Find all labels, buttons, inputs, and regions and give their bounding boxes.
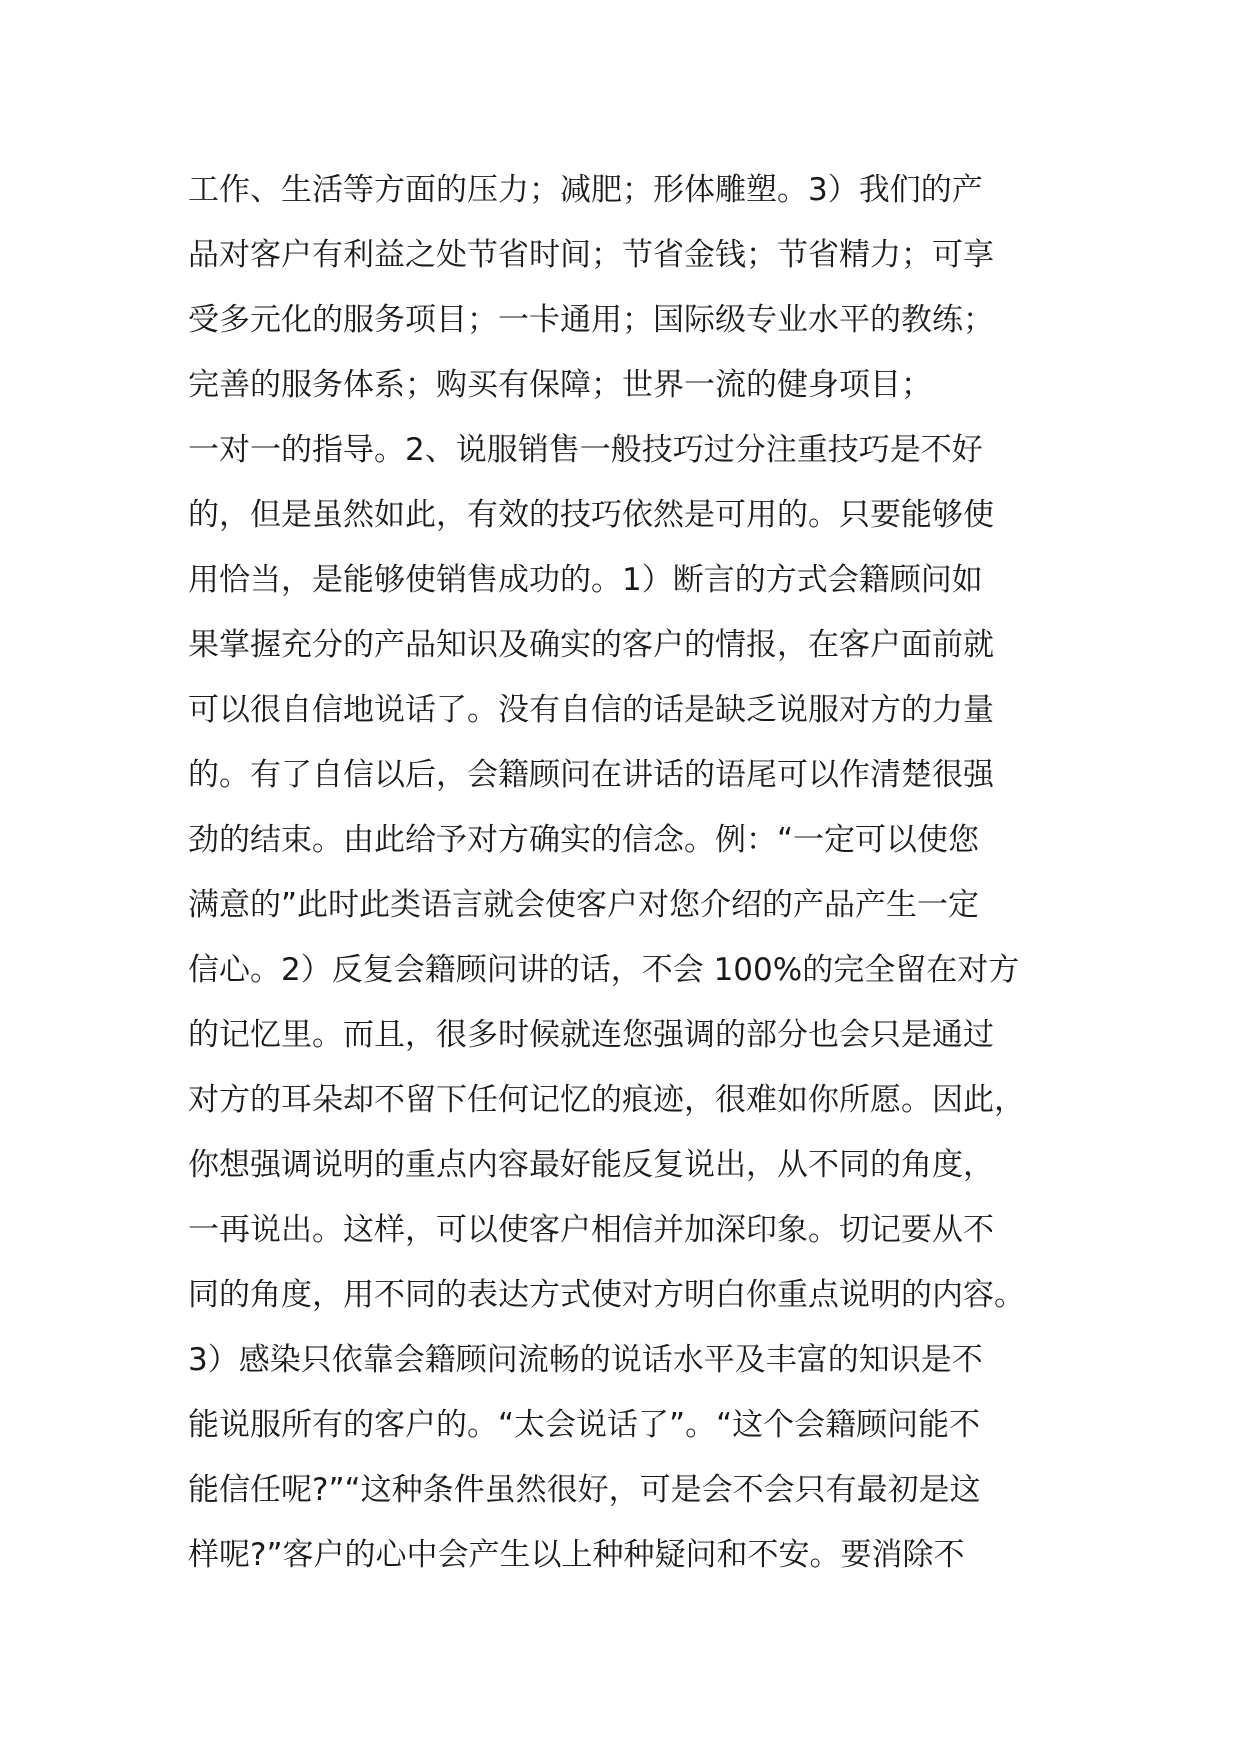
text-line: 用恰当，是能够使销售成功的。1）断言的方式会籍顾问如 (188, 562, 983, 598)
text-line: 样呢?”客户的心中会产生以上种种疑问和不安。要消除不 (188, 1537, 965, 1573)
text-line: 能信任呢?”“这种条件虽然很好，可是会不会只有最初是这 (188, 1472, 981, 1508)
body-text (188, 158, 1068, 1588)
text-line: 果掌握充分的产品知识及确实的客户的情报，在客户面前就 (188, 627, 994, 663)
text-line: 3）感染只依靠会籍顾问流畅的说话水平及丰富的知识是不 (188, 1342, 983, 1378)
text-line: 可以很自信地说话了。没有自信的话是缺乏说服对方的力量 (188, 692, 994, 728)
text-line: 工作、生活等方面的压力；减肥；形体雕塑。3）我们的产 (188, 172, 983, 208)
text-line: 品对客户有利益之处节省时间；节省金钱；节省精力；可享 (188, 237, 994, 273)
text-line: 满意的”此时此类语言就会使客户对您介绍的产品产生一定 (188, 887, 980, 923)
text-line: 的记忆里。而且，很多时候就连您强调的部分也会只是通过 (188, 1017, 994, 1053)
text-line: 的。有了自信以后，会籍顾问在讲话的语尾可以作清楚很强 (188, 757, 994, 793)
text-line: 一对一的指导。2、说服销售一般技巧过分注重技巧是不好 (188, 432, 983, 468)
text-line: 信心。2）反复会籍顾问讲的话，不会 100%的完全留在对方 (188, 952, 1020, 988)
text-line: 对方的耳朵却不留下任何记忆的痕迹，很难如你所愿。因此， (188, 1082, 1025, 1118)
text-line: 完善的服务体系；购买有保障；世界一流的健身项目； (188, 367, 932, 403)
text-line: 受多元化的服务项目；一卡通用；国际级专业水平的教练； (188, 302, 994, 338)
text-line: 劲的结束。由此给予对方确实的信念。例：“一定可以使您 (188, 822, 980, 858)
text-line: 的，但是虽然如此，有效的技巧依然是可用的。只要能够使 (188, 497, 994, 533)
text-line: 能说服所有的客户的。“太会说话了”。“这个会籍顾问能不 (188, 1407, 981, 1443)
text-line: 你想强调说明的重点内容最好能反复说出，从不同的角度， (188, 1147, 994, 1183)
text-line: 一再说出。这样，可以使客户相信并加深印象。切记要从不 (188, 1212, 994, 1248)
text-line: 同的角度，用不同的表达方式使对方明白你重点说明的内容。 (188, 1277, 1025, 1313)
